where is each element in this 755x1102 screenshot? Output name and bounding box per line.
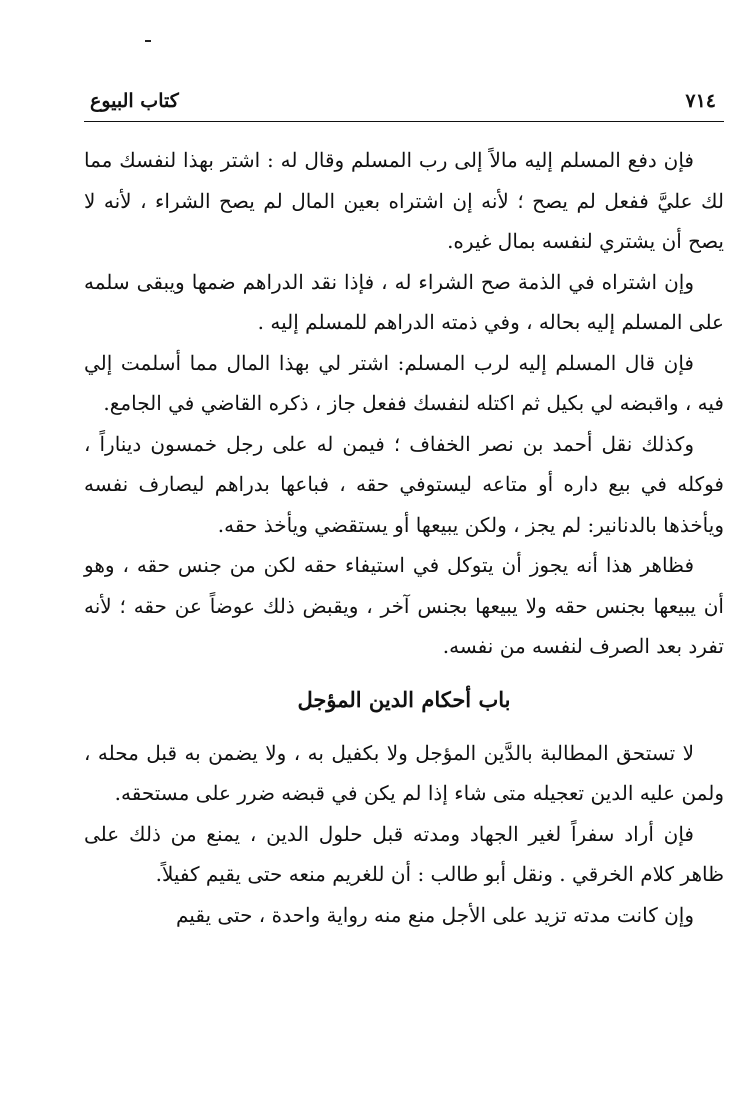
paragraph: فإن أراد سفراً لغير الجهاد ومدته قبل حلول الدين ، يمنع من ذلك على ظاهر كلام الخرقي . ونقل أبو طالب : أن للغريم منعه حتى يقيم كفيلاً. xyxy=(84,821,724,886)
running-title: كتاب البيوع xyxy=(90,90,179,112)
section-heading: باب أحكام الدين المؤجل xyxy=(297,686,511,712)
paragraph: فإن دفع المسلم إليه مالاً إلى رب المسلم وقال له : اشتر بهذا لنفسك مما لك عليَّ ففعل لم يصح ؛ لأنه إن اشتراه بعين المال لم يصح الشراء ، لأنه لا يصح أن يشتري لنفسه بمال غيره. xyxy=(84,148,724,253)
book-page xyxy=(84,0,724,1102)
page-number: ٧١٤ xyxy=(685,90,716,112)
scan-speck xyxy=(145,40,151,42)
paragraph: فإن قال المسلم إليه لرب المسلم: اشتر لي بهذا المال مما أسلمت إلي فيه ، واقبضه لي بكيل ثم اكتله لنفسك ففعل جاز ، ذكره القاضي في الجامع. xyxy=(84,350,724,415)
paragraph: وإن كانت مدته تزيد على الأجل منع منه رواية واحدة ، حتى يقيم xyxy=(175,902,694,927)
page-header xyxy=(84,88,724,118)
paragraph: فظاهر هذا أنه يجوز أن يتوكل في استيفاء حقه لكن من جنس حقه ، وهو أن يبيعها بجنس حقه ولا يبيعها بجنس آخر ، ويقبض ذلك عوضاً عن حقه ؛ لأنه تفرد بعد الصرف لنفسه من نفسه. xyxy=(84,553,724,658)
body-text xyxy=(84,140,724,935)
paragraph: وكذلك نقل أحمد بن نصر الخفاف ؛ فيمن له على رجل خمسون ديناراً ، فوكله في بيع داره أو متاعه ليستوفي حقه ، فباعها بدراهم ليصارف نفسه ويأخذها بالدنانير: لم يجز ، ولكن يبيعها أو يستقضي ويأخذ حقه. xyxy=(84,431,724,537)
paragraph: وإن اشتراه في الذمة صح الشراء له ، فإذا نقد الدراهم ضمها ويبقى سلمه على المسلم إليه بحاله ، وفي ذمته الدراهم للمسلم إليه . xyxy=(84,269,724,334)
header-rule xyxy=(84,121,724,122)
paragraph: لا تستحق المطالبة بالدَّين المؤجل ولا بكفيل به ، ولا يضمن به قبل محله ، ولمن عليه الدين تعجيله متى شاء إذا لم يكن في قبضه ضرر على مستحقه. xyxy=(84,740,724,805)
